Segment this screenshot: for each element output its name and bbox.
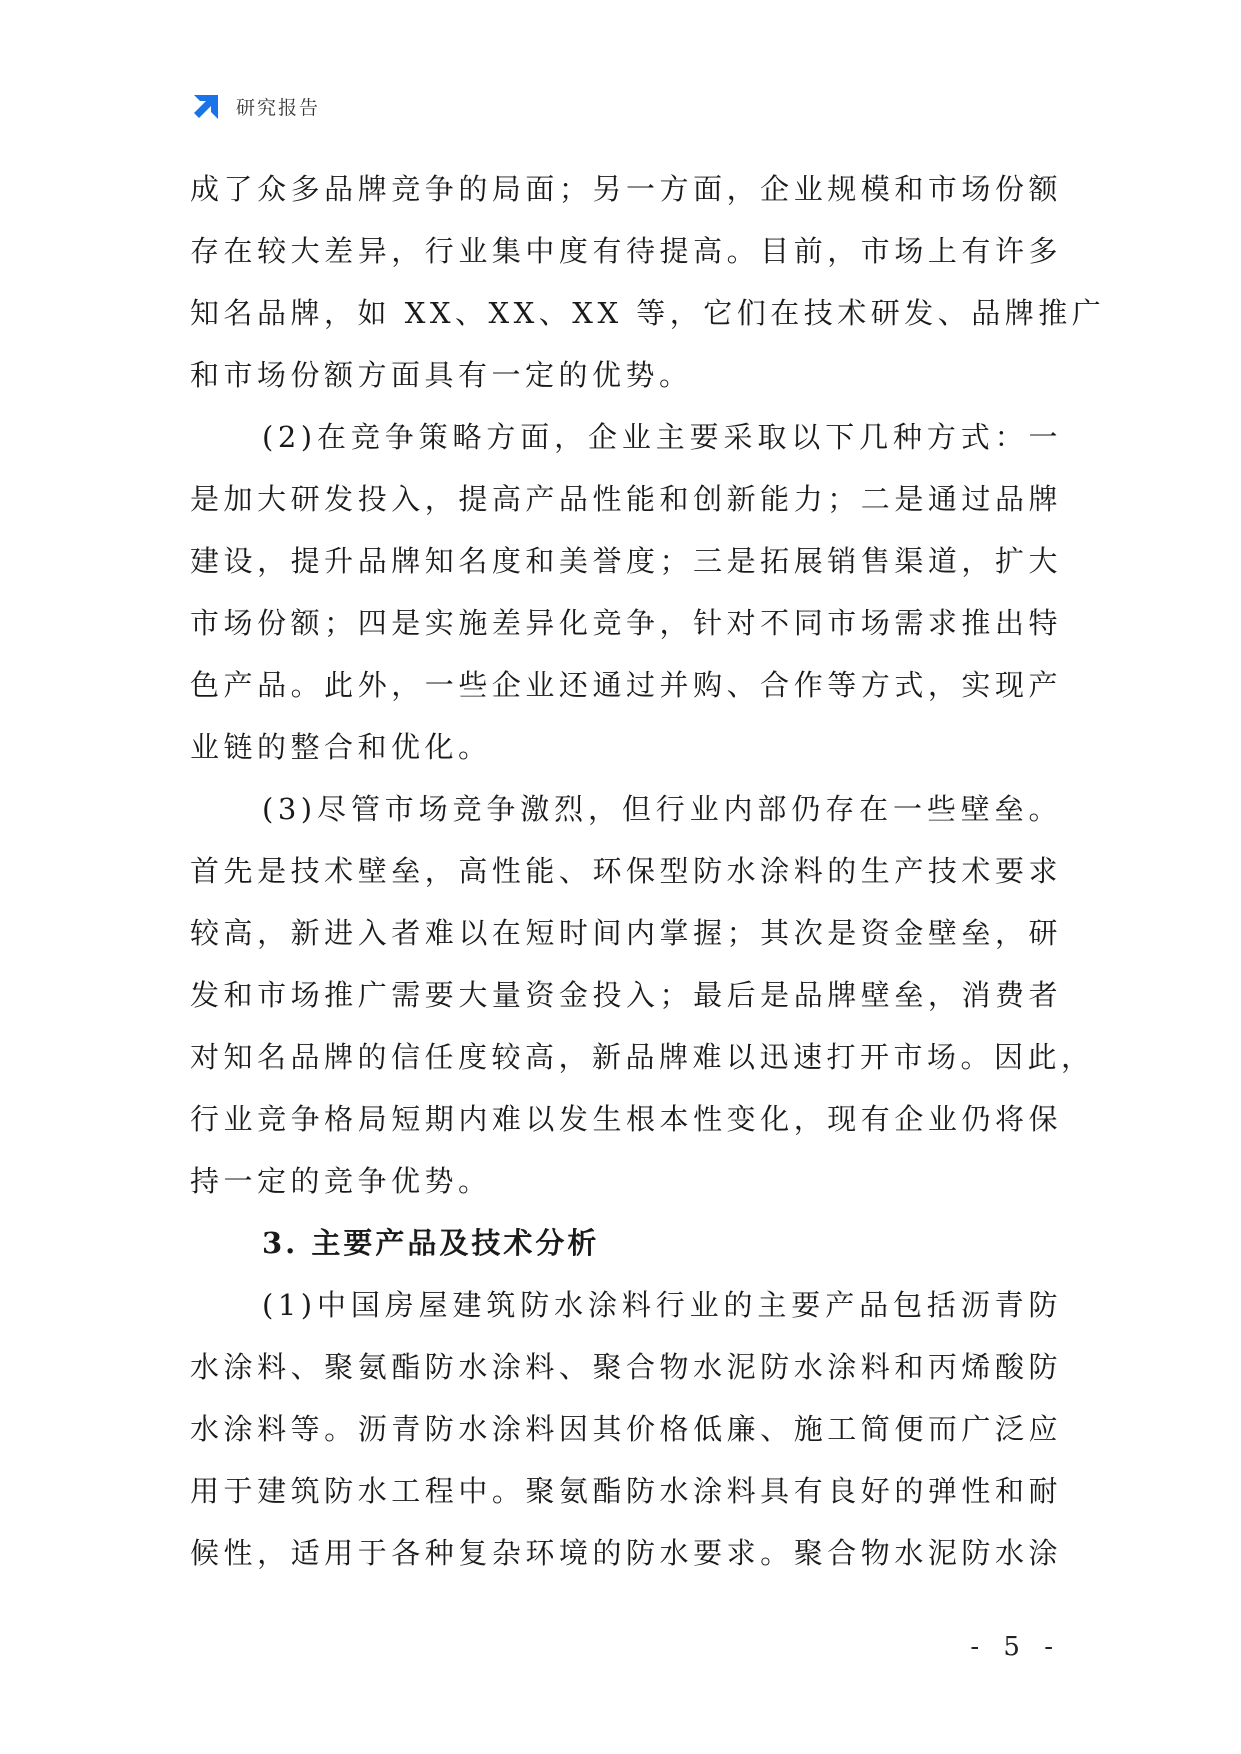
text-line: (2)在竞争策略方面，企业主要采取以下几种方式：一 [262,420,1062,454]
text-line: 用于建筑防水工程中。聚氨酯防水涂料具有良好的弹性和耐 [190,1474,1062,1508]
text-line: 业链的整合和优化。 [190,730,492,764]
text-line: 水涂料等。沥青防水涂料因其价格低廉、施工简便而广泛应 [190,1412,1062,1446]
text-line: 成了众多品牌竞争的局面；另一方面，企业规模和市场份额 [190,172,1062,206]
paragraph-1 [190,158,1106,406]
text-line: 色产品。此外，一些企业还通过并购、合作等方式，实现产 [190,668,1062,702]
paragraph-2 [190,406,1062,778]
text-line: 市场份额；四是实施差异化竞争，针对不同市场需求推出特 [190,606,1062,640]
header-title: 研究报告 [236,96,321,119]
text-line: 和市场份额方面具有一定的优势。 [190,358,693,392]
paragraph-3 [190,778,1095,1212]
text-line: (1)中国房屋建筑防水涂料行业的主要产品包括沥青防 [262,1288,1062,1322]
text-line: 候性，适用于各种复杂环境的防水要求。聚合物水泥防水涂 [190,1536,1062,1570]
text-line: (3)尽管市场竞争激烈，但行业内部仍存在一些壁垒。 [262,792,1062,826]
text-line: 发和市场推广需要大量资金投入；最后是品牌壁垒，消费者 [190,978,1062,1012]
text-line: 首先是技术壁垒，高性能、环保型防水涂料的生产技术要求 [190,854,1062,888]
text-line: 行业竞争格局短期内难以发生根本性变化，现有企业仍将保 [190,1102,1062,1136]
page-number: - 5 - [970,1632,1061,1662]
text-line: 是加大研发投入，提高产品性能和创新能力；二是通过品牌 [190,482,1062,516]
text-line: 知名品牌，如 XX、XX、XX 等，它们在技术研发、品牌推广 [190,296,1106,330]
text-line: 建设，提升品牌知名度和美誉度；三是拓展销售渠道，扩大 [190,544,1062,578]
paragraph-4 [190,1274,1062,1584]
text-line: 水涂料、聚氨酯防水涂料、聚合物水泥防水涂料和丙烯酸防 [190,1350,1062,1384]
page-header [190,88,320,124]
text-line: 持一定的竞争优势。 [190,1164,492,1198]
text-line: 对知名品牌的信任度较高，新品牌难以迅速打开市场。因此， [190,1040,1095,1074]
document-body [190,158,1106,1584]
text-line: 存在较大差异，行业集中度有待提高。目前，市场上有许多 [190,234,1062,268]
section-title: 3. 主要产品及技术分析 [262,1226,600,1260]
text-line: 较高，新进入者难以在短时间内掌握；其次是资金壁垒，研 [190,916,1062,950]
arrow-up-right-icon [190,89,224,123]
